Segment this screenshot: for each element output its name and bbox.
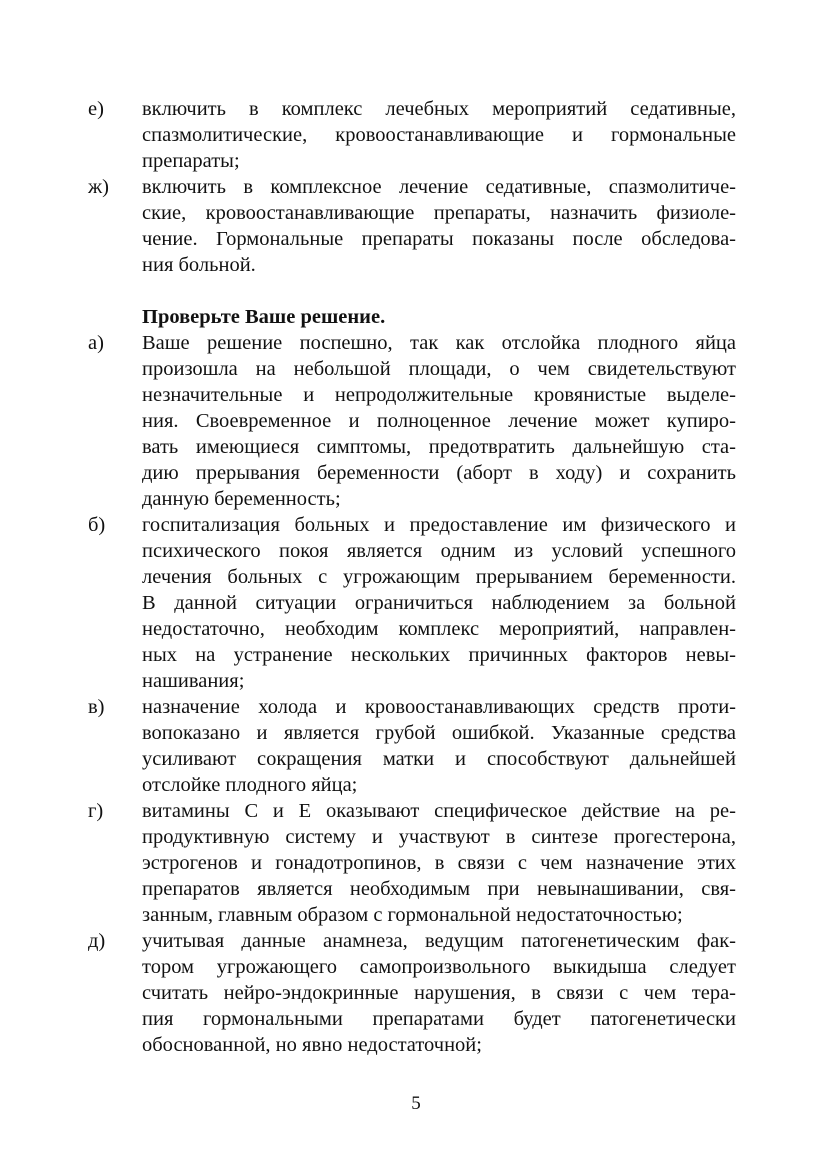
- text-line: отслойке плодного яйца;: [142, 774, 358, 796]
- text-line: считать нейро-эндокринные нарушения, в связи с чем тера-: [142, 982, 736, 1004]
- answers-list: [88, 330, 736, 1058]
- answer-item-b: [88, 512, 736, 694]
- answer-item-d: [88, 928, 736, 1058]
- option-text: [142, 96, 736, 174]
- text-line: эстрогенов и гонадотропинов, в связи с чем назначение этих: [142, 852, 736, 874]
- text-line: нашивания;: [142, 670, 245, 692]
- answer-item-g: [88, 798, 736, 928]
- text-line: незначительные и непродолжительные кровянистые выделе-: [142, 384, 736, 406]
- text-line: ных на устранение нескольких причинных факторов невы-: [142, 644, 736, 666]
- text-line: чение. Гормональные препараты показаны после обследова-: [142, 228, 736, 250]
- text-line: занным, главным образом с гормональной недостаточностью;: [142, 904, 683, 926]
- text-line: препараты;: [142, 150, 240, 172]
- answer-item-v: [88, 694, 736, 798]
- text-line: ния больной.: [142, 254, 256, 276]
- page-content: [88, 96, 736, 1058]
- text-line: спазмолитические, кровоостанавливающие и гормональные: [142, 124, 736, 146]
- text-line: обоснованной, но явно недостаточной;: [142, 1034, 482, 1056]
- section-heading: Проверьте Ваше решение.: [142, 306, 386, 328]
- page-number: 5: [411, 1093, 421, 1114]
- text-line: Ваше решение поспешно, так как отслойка плодного яйца: [142, 332, 736, 354]
- answer-marker: в): [88, 696, 105, 718]
- text-line: В данной ситуации ограничиться наблюдением за больной: [142, 592, 736, 614]
- text-line: витамины С и Е оказывают специфическое действие на ре-: [142, 800, 736, 822]
- text-line: включить в комплексное лечение седативные, спазмолитиче-: [142, 176, 736, 198]
- text-line: препаратов является необходимым при невынашивании, свя-: [142, 878, 736, 900]
- option-item-zh: [88, 174, 736, 278]
- option-item-e: [88, 96, 736, 174]
- answer-marker: а): [88, 332, 104, 354]
- text-line: продуктивную систему и участвуют в синтезе прогестерона,: [142, 826, 736, 848]
- text-line: госпитализация больных и предоставление им физического и: [142, 514, 736, 536]
- text-line: вопоказано и является грубой ошибкой. Указанные средства: [142, 722, 736, 744]
- answer-text: [142, 512, 736, 694]
- text-line: назначение холода и кровоостанавливающих средств проти-: [142, 696, 736, 718]
- text-line: произошла на небольшой площади, о чем свидетельствуют: [142, 358, 736, 380]
- text-line: ские, кровоостанавливающие препараты, назначить физиоле-: [142, 202, 736, 224]
- text-line: учитывая данные анамнеза, ведущим патогенетическим фак-: [142, 930, 736, 952]
- answer-text: [142, 798, 736, 928]
- text-line: пия гормональными препаратами будет патогенетически: [142, 1008, 736, 1030]
- answer-marker: г): [88, 800, 104, 822]
- option-marker: е): [88, 98, 104, 120]
- option-text: [142, 174, 736, 278]
- text-line: включить в комплекс лечебных мероприятий седативные,: [142, 98, 736, 120]
- answer-text: [142, 694, 736, 798]
- answer-text: [142, 330, 736, 512]
- text-line: психического покоя является одним из условий успешного: [142, 540, 736, 562]
- text-line: недостаточно, необходим комплекс мероприятий, направлен-: [142, 618, 736, 640]
- answer-text: [142, 928, 736, 1058]
- text-line: дию прерывания беременности (аборт в ходу) и сохранить: [142, 462, 736, 484]
- text-line: лечения больных с угрожающим прерыванием беременности.: [142, 566, 736, 588]
- answer-marker: б): [88, 514, 106, 536]
- option-marker: ж): [88, 176, 109, 198]
- answer-marker: д): [88, 930, 106, 952]
- text-line: усиливают сокращения матки и способствуют дальнейшей: [142, 748, 736, 770]
- answer-item-a: [88, 330, 736, 512]
- text-line: данную беременность;: [142, 488, 341, 510]
- text-line: тором угрожающего самопроизвольного выкидыша следует: [142, 956, 736, 978]
- options-list: [88, 96, 736, 278]
- text-line: ния. Своевременное и полноценное лечение может купиро-: [142, 410, 736, 432]
- text-line: вать имеющиеся симптомы, предотвратить дальнейшую ста-: [142, 436, 736, 458]
